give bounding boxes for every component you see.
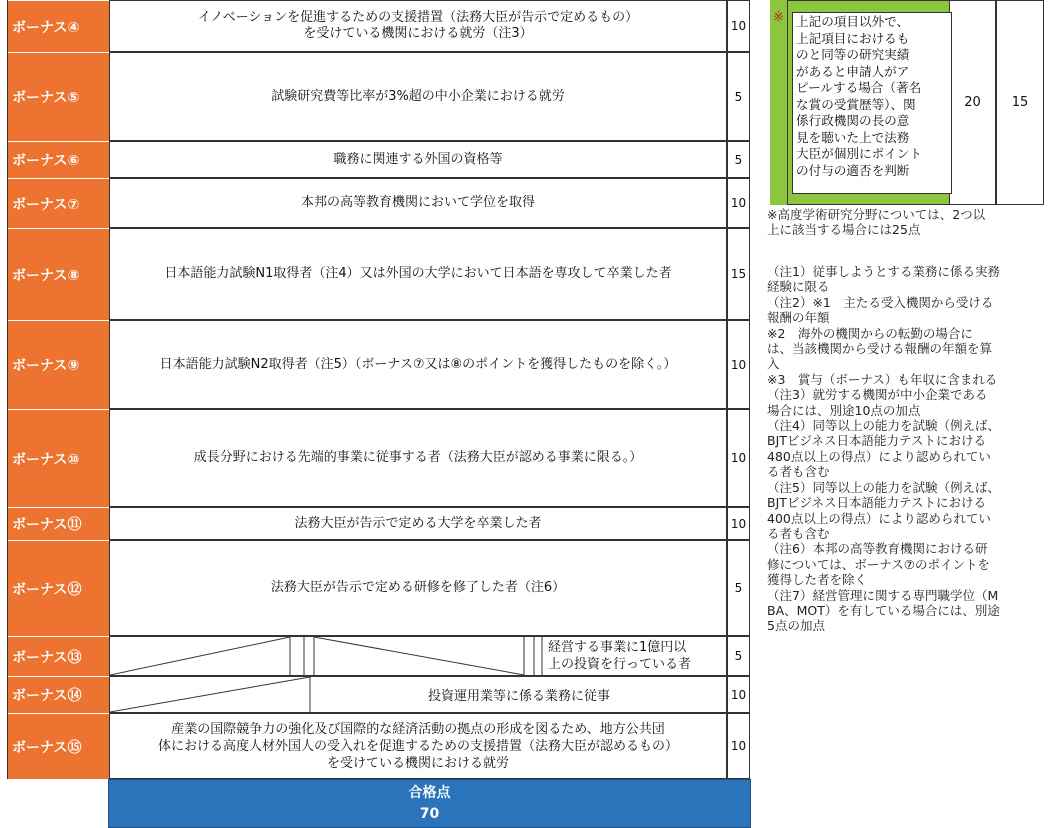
bonus-points: 5 [727, 52, 750, 141]
bonus-points: 5 [727, 141, 750, 178]
footnote: （注5）同等以上の能力を試験（例えば、 BJTビジネス日本語能力テストにおける 400点以上の得点）により認められてい る者も含む [767, 479, 1000, 541]
bonus-label: ボーナス⑦ [8, 178, 109, 228]
bonus-description: 産業の国際競争力の強化及び国際的な経済活動の拠点の形成を図るため、地方公共団 体における高度人材外国人の受入れを促進するための支援措置（法務大臣が認めるもの） を受けている機関における就労 [109, 713, 727, 779]
pass-score-label: 合格点 [408, 784, 451, 801]
footnote: （注2）※1 主たる受入機関から受ける 報酬の年額 [767, 294, 994, 326]
bonus-points: 15 [727, 228, 750, 320]
footnote: （注7）経営管理に関する専門職学位（M BA、MOT）を有している場合には、別途 5点の加点 [767, 587, 1000, 634]
bonus-description: 日本語能力試験N2取得者（注5）（ボーナス⑦又は⑧のポイントを獲得したものを除く。） [109, 320, 727, 409]
bonus-points: 10 [727, 0, 750, 52]
row-left-border [0, 228, 8, 320]
bonus-label: ボーナス⑮ [8, 713, 109, 779]
bonus-label: ボーナス⑬ [8, 636, 109, 676]
row-left-border [0, 713, 8, 779]
bonus-label: ボーナス④ [8, 0, 109, 52]
side-table-col1: 20 [950, 0, 996, 205]
footnote: ※2 海外の機関からの転勤の場合に は、当該機関から受ける報酬の年額を算 入 [767, 325, 993, 372]
side-note: ※高度学術研究分野については、2つ以 上に該当する場合には25点 [767, 207, 986, 238]
bonus-description: イノベーションを促進するための支援措置（法務大臣が告示で定めるもの） を受けている機関における就労（注3） [109, 0, 727, 52]
bonus-description: 試験研究費等比率が3%超の中小企業における就労 [109, 52, 727, 141]
pass-score-value: 70 [419, 805, 440, 822]
footnote: ※3 賞与（ボーナス）も年収に含まれる [767, 371, 998, 387]
row-left-border [0, 52, 8, 141]
bonus-label: ボーナス⑤ [8, 52, 109, 141]
bonus-label: ボーナス⑧ [8, 228, 109, 320]
bonus-points: 10 [727, 409, 750, 507]
bonus-points: 10 [727, 713, 750, 779]
row-left-border [0, 676, 8, 713]
bonus-description: 日本語能力試験N1取得者（注4）又は外国の大学において日本語を専攻して卒業した者 [109, 228, 727, 320]
footnotes [767, 264, 1053, 634]
footnote: （注4）同等以上の能力を試験（例えば、 BJTビジネス日本語能力テストにおける 480点以上の得点）により認められてい る者も含む [767, 418, 1000, 480]
bonus-description: 成長分野における先端的事業に従事する者（法務大臣が認める事業に限る。） [109, 409, 727, 507]
pass-score-bar [108, 779, 751, 828]
bonus-points: 10 [727, 507, 750, 540]
bonus-label: ボーナス⑨ [8, 320, 109, 409]
bonus-label: ボーナス⑪ [8, 507, 109, 540]
side-table-text: 上記の項目以外で、 上記項目におけるも のと同等の研究実績 があると申請人がア ピールする場合（著名 な賞の受賞歴等）、関 係行政機関の長の意 見を聴いた上で法務 大臣が個別にポイント の付与の適否を判断 [792, 12, 952, 194]
bonus-points: 10 [727, 676, 750, 713]
row-left-border [0, 540, 8, 636]
bonus-description: 法務大臣が告示で定める研修を修了した者（注6） [109, 540, 727, 636]
diagonal-line [110, 637, 290, 675]
bonus-label: ボーナス⑩ [8, 409, 109, 507]
bonus-description-cell [109, 676, 727, 713]
bonus-description: 経営する事業に1億円以 上の投資を行っている者 [548, 640, 692, 672]
bonus-label: ボーナス⑭ [8, 676, 109, 713]
row-left-border [0, 507, 8, 540]
bonus-label: ボーナス⑫ [8, 540, 109, 636]
bonus-description: 投資運用業等に係る業務に従事 [427, 689, 610, 704]
bonus-description: 法務大臣が告示で定める大学を卒業した者 [109, 507, 727, 540]
diagonal-line [314, 637, 524, 675]
footnote: （注6）本邦の高等教育機関における研 修については、ボーナス⑦のポイントを 獲得した者を除く [767, 541, 990, 588]
side-table-mark: ※ [773, 10, 784, 25]
row-left-border [0, 141, 8, 178]
row-left-border [0, 320, 8, 409]
footnote: （注1）従事しようとする業務に係る実務 経験に限る [767, 264, 1000, 295]
bonus-description-cell [109, 636, 727, 676]
bonus-points: 10 [727, 320, 750, 409]
footnote: （注3）就労する機関が中小企業である 場合には、別途10点の加点 [767, 387, 988, 418]
side-table [770, 0, 1050, 205]
row-left-border [0, 178, 8, 228]
bonus-points: 5 [727, 636, 750, 676]
row-left-border [0, 409, 8, 507]
row-left-border [0, 0, 8, 52]
side-table-col2: 15 [996, 0, 1044, 205]
diagonal-line [110, 677, 310, 712]
row-left-border [0, 636, 8, 676]
bonus-points: 10 [727, 178, 750, 228]
bonus-description: 本邦の高等教育機関において学位を取得 [109, 178, 727, 228]
bonus-label: ボーナス⑥ [8, 141, 109, 178]
bonus-description: 職務に関連する外国の資格等 [109, 141, 727, 178]
bonus-points: 5 [727, 540, 750, 636]
